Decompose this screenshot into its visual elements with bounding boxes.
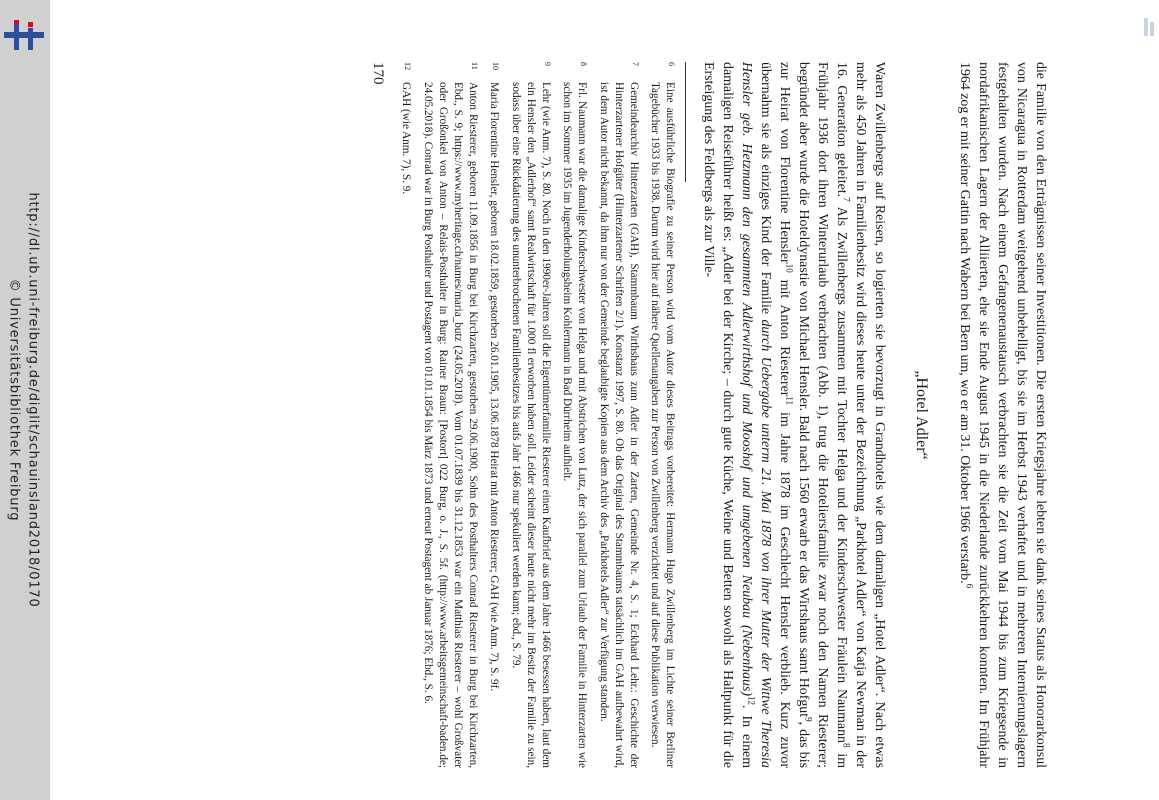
footnote-number: 12 (403, 62, 413, 70)
footnote-number: 8 (579, 62, 589, 66)
paragraph-1-text: die Familie von den Erträgnissen seiner Investitionen. Die ersten Kriegsjahre lebten sie dank seines Status als Honorarkonsul von Nicaragua in Rotterdam weitgehend unbehelligt, bis sie im Herbst 1943 verhaftet und in mehreren Internierungslagern festgehalten wurden. Nach einem Gefangenenaustausch verbrachten sie die Zeit vom Mai 1944 bis zum Kriegsende in nordafrikanischen Lagern der Alliierten, ehe sie Ende August 1945 in die Niederlande zurückkehren konnten. Im Frühjahr 1964 zog er mit seiner Gattin nach Wabern bei Bern um, wo er am 31. Oktober 1966 verstarb. (956, 62, 1048, 768)
footnote-number: 7 (631, 62, 641, 66)
page-number: 170 (370, 62, 387, 85)
footnote-separator (686, 62, 687, 182)
footnote-ref[interactable]: 7 (841, 197, 852, 202)
paragraph-2 (699, 62, 890, 768)
footnote-number: 10 (491, 62, 501, 70)
footnote-ref[interactable]: 8 (841, 742, 852, 748)
footnote-7 (595, 62, 641, 768)
university-logo-icon (4, 20, 44, 54)
footnote-ref[interactable]: 10 (784, 263, 795, 273)
footnote-text: Maria Florentine Hensler, geboren 18.02.1859, gestorben 26.01.1905, 13.06.1878 Heirat mit Anton Riesterer; GAH (wie Anm. 7), S. 9f. (488, 82, 501, 692)
footnote-12 (398, 62, 413, 768)
footnote-text: Anton Riesterer, geboren 11.09.1856 in Burg bei Kirchzarten, gestorben 29.06.1900, Sohn des Posthalters Conrad Riesterer in Burg bei Kirchzarten, Ebd., S. 9; https://www.myheritage.ch/names/maria_butz (24.05.2018). Vom 01.07.1839 bis 31.12.1853 war ein Matthias Riesterer – wohl Großvater oder Großonkel von Anton – Relais-Posthalter in Burg: Rainer Braun: [Postort] 022 Burg, o. J., S. 5f. (http://www.arbeitsgemeinschaft-baden.de; 24.05.2018). Conrad war in Burg Posthalter und Postagent von 01.01.1854 bis März 1873 und erneut Postagent ab Januar 1876; Ebd., S. 6. (421, 82, 480, 768)
footnote-10 (486, 62, 501, 768)
footnote-number: 6 (667, 62, 677, 66)
body-text (699, 62, 1051, 768)
footnote-ref[interactable]: 6 (964, 583, 975, 589)
footnote-11 (419, 62, 480, 768)
paragraph-2-text: im Jahre 1878 im Geschlecht Hensler verblieb. Kurz zuvor übernahm sie als einziges Kind der Familie (757, 62, 792, 768)
section-heading: „Hotel Adler“ (912, 370, 930, 460)
scanned-page (90, 62, 1050, 768)
footnote-text: Eine ausführliche Biografie zu seiner Person wird vom Autor dieses Beitrags vorbereitet: Hermann Hugo Zwillenberg im Lichte seiner Berliner Tagebücher 1933 bis 1938. Darum wird hier auf nähere Quellenangaben zur Person von Zwillenberg verzichtet und auf diese Publikation verwiesen. (649, 82, 677, 768)
footnote-9 (507, 62, 553, 768)
footnote-6 (647, 62, 677, 768)
paragraph-2-text: Als Zwillenbergs zusammen mit Tochter Helga und der Kinderschwester Fräulein Naumann (834, 201, 850, 743)
paragraph-2-text: , das bis zur Heirat von Florentine Hensler (776, 62, 812, 768)
document-url[interactable]: http://dl.ub.uni-freiburg.de/diglit/schauinsland2018/0170 (25, 192, 41, 608)
paragraph-1 (955, 62, 1050, 768)
viewer-sidebar (0, 0, 50, 800)
paragraph-2-text: im Frühjahr 1936 dort ihren Winterurlaub verbrachten (Abb. 1), trug die Hoteliersfamilie zwar noch den Namen Riesterer; begründet aber wurde die Hoteldynastie von Michael Hensler. Bald nach 1560 erwarb er das Wirtshaus samt Hofgut (796, 62, 850, 768)
footnote-number: 9 (543, 62, 553, 66)
paragraph-2-text: Waren Zwillenbergs auf Reisen, so logierten sie bevorzugt in Grandhotels wie dem damaligen „Hotel Adler“. Nach etwas mehr als 450 Jahren in Familienbesitz wird dieses heute unter der Bezeichnung „Parkhotel Adler“ von Katja Newman in der 16. Generation geleitet. (834, 62, 888, 768)
corner-marker-icon (1142, 16, 1156, 38)
footnote-text: Frl. Naumann war die damalige Kinderschwester von Helga und mit Abstrichen von Lutz, der sich parallel zum Urlaub der Familie in Hinterzarten wie schon im Sommer 1935 im Jugenderholungsheim Kohlermann in Bad Dürrheim aufhielt. (561, 82, 589, 768)
copyright-notice: © Universitätsbibliothek Freiburg (6, 278, 22, 522)
footnote-text: Gemeindearchiv Hinterzarten (GAH), Stammbaum Wirthshaus zum Adler in der Zarten, Gemeinde Nr. 4, S. 1; Eckhard Lehr.: Geschichte der Hinterzartener Hofgüter (Hinterzartener Schriften 2/1). Konstanz 1997, S. 80. Ob das Original des Stammbaums tatsächlich im GAH aufbewahrt wird, ist dem Autor nicht bekannt, da ihm nur von der Gemeinde beglaubigte Kopien aus dem Archiv des „Parkhotels Adler“ zur Verfügung standen. (597, 82, 641, 768)
footnote-number: 11 (470, 62, 480, 70)
footnote-ref[interactable]: 12 (746, 696, 757, 706)
paragraph-2-text: . In einem damaligen Reiseführer heißt es: „Adler bei der Kirche; – durch gute Küche, Weine und Betten sowohl als Haltpunkt für die Ersteigung des Feldbergs als zur Ville- (700, 62, 754, 768)
footnote-ref[interactable]: 9 (803, 717, 814, 722)
footnote-8 (559, 62, 589, 768)
footnotes (398, 62, 677, 768)
quoted-italic-text: durch Uebergabe unterm 21. Mai 1878 von ihrer Mutter der Wittwe Theresia Hensler geb. Hetzmann den gesammten Adlerwirthshof und Mooshof und umgebenen Neubau (Nebenhaus) (738, 62, 773, 768)
footnote-text: Lehr (wie Anm. 7), S. 80. Noch in den 1990er-Jahren soll die Eigentümerfamilie Riesterer einen Kaufbrief aus dem Jahre 1466 besessen haben, laut dem ein Hensler den „Adlerhof“ samt Realwirtschaft für 1.000 fl erworben haben soll. Leider scheint dieser heute nicht mehr im Besitz der Familie zu sein, sodass über eine Rückdatierung des ununterbrochenen Familienbesitzes bis aufs Jahr 1466 nur spekuliert werden kann; ebd., S. 79. (509, 82, 553, 768)
paragraph-2-text: mit Anton Riesterer (776, 272, 792, 397)
footnote-text: GAH (wie Anm. 7), S. 9. (400, 82, 413, 195)
footnote-ref[interactable]: 11 (784, 396, 795, 406)
